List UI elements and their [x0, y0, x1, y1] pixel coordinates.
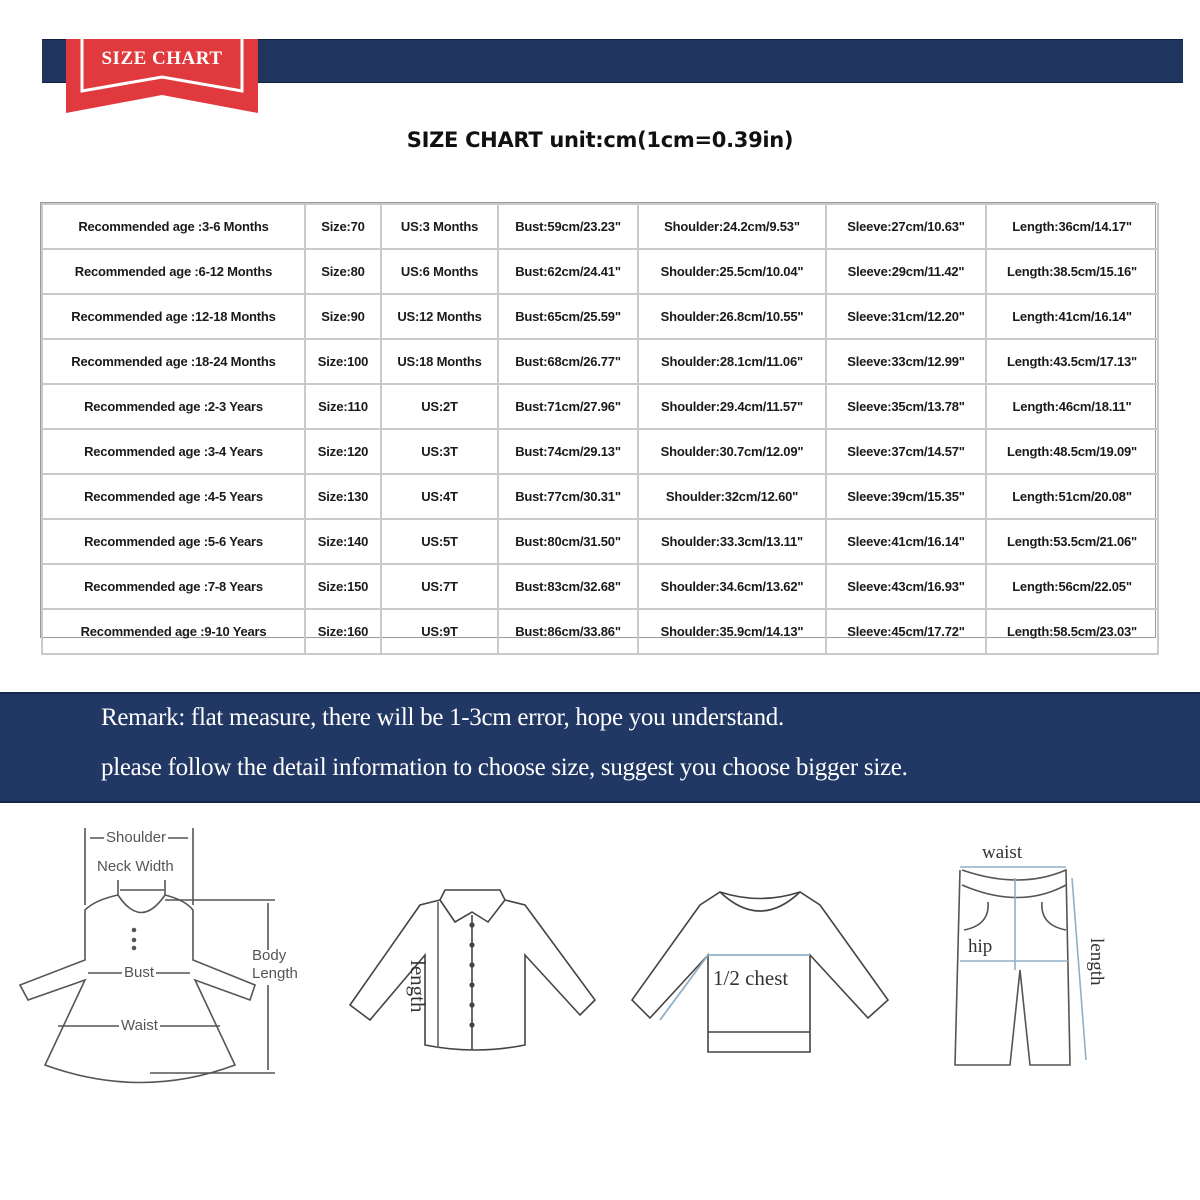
shirt-length-label: length — [406, 960, 430, 1013]
dress-length-label: Length — [252, 965, 298, 982]
age-cell: Recommended age :12-18 Months — [42, 294, 305, 339]
length-cell: Length:51cm/20.08" — [986, 474, 1158, 519]
table-row — [42, 294, 1158, 339]
us-size-cell: US:7T — [381, 564, 498, 609]
bust-cell: Bust:65cm/25.59" — [498, 294, 638, 339]
length-cell: Length:53.5cm/21.06" — [986, 519, 1158, 564]
bust-cell: Bust:83cm/32.68" — [498, 564, 638, 609]
size-cell: Size:130 — [305, 474, 381, 519]
us-size-cell: US:18 Months — [381, 339, 498, 384]
sleeve-cell: Sleeve:27cm/10.63" — [826, 204, 986, 249]
pants-outline-icon — [920, 830, 1140, 1080]
bust-cell: Bust:77cm/30.31" — [498, 474, 638, 519]
bust-cell: Bust:74cm/29.13" — [498, 429, 638, 474]
bust-cell: Bust:86cm/33.86" — [498, 609, 638, 654]
shirt-outline-icon — [330, 860, 610, 1070]
us-size-cell: US:12 Months — [381, 294, 498, 339]
remark-banner — [0, 692, 1200, 803]
age-cell: Recommended age :6-12 Months — [42, 249, 305, 294]
size-cell: Size:70 — [305, 204, 381, 249]
size-cell: Size:150 — [305, 564, 381, 609]
table-row — [42, 204, 1158, 249]
pants-measurement-diagram — [920, 830, 1140, 1080]
size-cell: Size:110 — [305, 384, 381, 429]
size-cell: Size:160 — [305, 609, 381, 654]
length-cell: Length:43.5cm/17.13" — [986, 339, 1158, 384]
us-size-cell: US:5T — [381, 519, 498, 564]
ribbon-label: SIZE CHART — [101, 48, 223, 69]
age-cell: Recommended age :7-8 Years — [42, 564, 305, 609]
us-size-cell: US:3 Months — [381, 204, 498, 249]
shoulder-cell: Shoulder:32cm/12.60" — [638, 474, 826, 519]
shirt-measurement-diagram — [330, 860, 610, 1070]
length-cell: Length:56cm/22.05" — [986, 564, 1158, 609]
size-cell: Size:120 — [305, 429, 381, 474]
table-row — [42, 384, 1158, 429]
age-cell: Recommended age :2-3 Years — [42, 384, 305, 429]
table-row — [42, 609, 1158, 654]
size-cell: Size:80 — [305, 249, 381, 294]
remark-line-1: Remark: flat measure, there will be 1-3cm error, hope you understand. — [101, 704, 784, 731]
dress-neck-width-label: Neck Width — [97, 858, 174, 875]
sweater-measurement-diagram — [620, 860, 900, 1070]
age-cell: Recommended age :5-6 Years — [42, 519, 305, 564]
size-cell: Size:140 — [305, 519, 381, 564]
dress-waist-label: Waist — [121, 1017, 158, 1034]
length-cell: Length:46cm/18.11" — [986, 384, 1158, 429]
sleeve-cell: Sleeve:29cm/11.42" — [826, 249, 986, 294]
sleeve-cell: Sleeve:31cm/12.20" — [826, 294, 986, 339]
size-cell: Size:100 — [305, 339, 381, 384]
length-cell: Length:36cm/14.17" — [986, 204, 1158, 249]
length-cell: Length:58.5cm/23.03" — [986, 609, 1158, 654]
dress-measurement-diagram — [0, 810, 320, 1100]
remark-line-2: please follow the detail information to choose size, suggest you choose bigger size. — [101, 754, 908, 781]
us-size-cell: US:3T — [381, 429, 498, 474]
age-cell: Recommended age :9-10 Years — [42, 609, 305, 654]
us-size-cell: US:9T — [381, 609, 498, 654]
bust-cell: Bust:59cm/23.23" — [498, 204, 638, 249]
sleeve-cell: Sleeve:33cm/12.99" — [826, 339, 986, 384]
table-row — [42, 564, 1158, 609]
table-row — [42, 519, 1158, 564]
size-cell: Size:90 — [305, 294, 381, 339]
dress-body-label: Body — [252, 947, 287, 964]
shoulder-cell: Shoulder:33.3cm/13.11" — [638, 519, 826, 564]
page-title: SIZE CHART unit:cm(1cm=0.39in) — [406, 128, 794, 152]
age-cell: Recommended age :3-4 Years — [42, 429, 305, 474]
shoulder-cell: Shoulder:26.8cm/10.55" — [638, 294, 826, 339]
dress-shoulder-label: Shoulder — [106, 829, 167, 846]
bust-cell: Bust:62cm/24.41" — [498, 249, 638, 294]
shoulder-cell: Shoulder:35.9cm/14.13" — [638, 609, 826, 654]
sweater-half-chest-label: 1/2 chest — [713, 966, 789, 990]
sleeve-cell: Sleeve:35cm/13.78" — [826, 384, 986, 429]
length-cell: Length:48.5cm/19.09" — [986, 429, 1158, 474]
shoulder-cell: Shoulder:30.7cm/12.09" — [638, 429, 826, 474]
shoulder-cell: Shoulder:34.6cm/13.62" — [638, 564, 826, 609]
us-size-cell: US:6 Months — [381, 249, 498, 294]
pants-hip-label: hip — [968, 936, 993, 957]
age-cell: Recommended age :3-6 Months — [42, 204, 305, 249]
sleeve-cell: Sleeve:39cm/15.35" — [826, 474, 986, 519]
sleeve-cell: Sleeve:41cm/16.14" — [826, 519, 986, 564]
bust-cell: Bust:71cm/27.96" — [498, 384, 638, 429]
table-row — [42, 249, 1158, 294]
us-size-cell: US:4T — [381, 474, 498, 519]
pants-waist-label: waist — [982, 842, 1023, 863]
bust-cell: Bust:80cm/31.50" — [498, 519, 638, 564]
age-cell: Recommended age :18-24 Months — [42, 339, 305, 384]
sweater-outline-icon — [620, 860, 900, 1070]
shoulder-cell: Shoulder:29.4cm/11.57" — [638, 384, 826, 429]
sleeve-cell: Sleeve:43cm/16.93" — [826, 564, 986, 609]
sleeve-cell: Sleeve:37cm/14.57" — [826, 429, 986, 474]
table-row — [42, 429, 1158, 474]
shoulder-cell: Shoulder:25.5cm/10.04" — [638, 249, 826, 294]
shoulder-cell: Shoulder:28.1cm/11.06" — [638, 339, 826, 384]
dress-bust-label: Bust — [124, 964, 155, 981]
length-cell: Length:41cm/16.14" — [986, 294, 1158, 339]
size-chart-ribbon — [66, 39, 258, 113]
us-size-cell: US:2T — [381, 384, 498, 429]
size-table — [40, 202, 1156, 638]
length-cell: Length:38.5cm/15.16" — [986, 249, 1158, 294]
shoulder-cell: Shoulder:24.2cm/9.53" — [638, 204, 826, 249]
age-cell: Recommended age :4-5 Years — [42, 474, 305, 519]
table-row — [42, 474, 1158, 519]
pants-length-label: length — [1086, 938, 1107, 986]
bust-cell: Bust:68cm/26.77" — [498, 339, 638, 384]
table-row — [42, 339, 1158, 384]
sleeve-cell: Sleeve:45cm/17.72" — [826, 609, 986, 654]
